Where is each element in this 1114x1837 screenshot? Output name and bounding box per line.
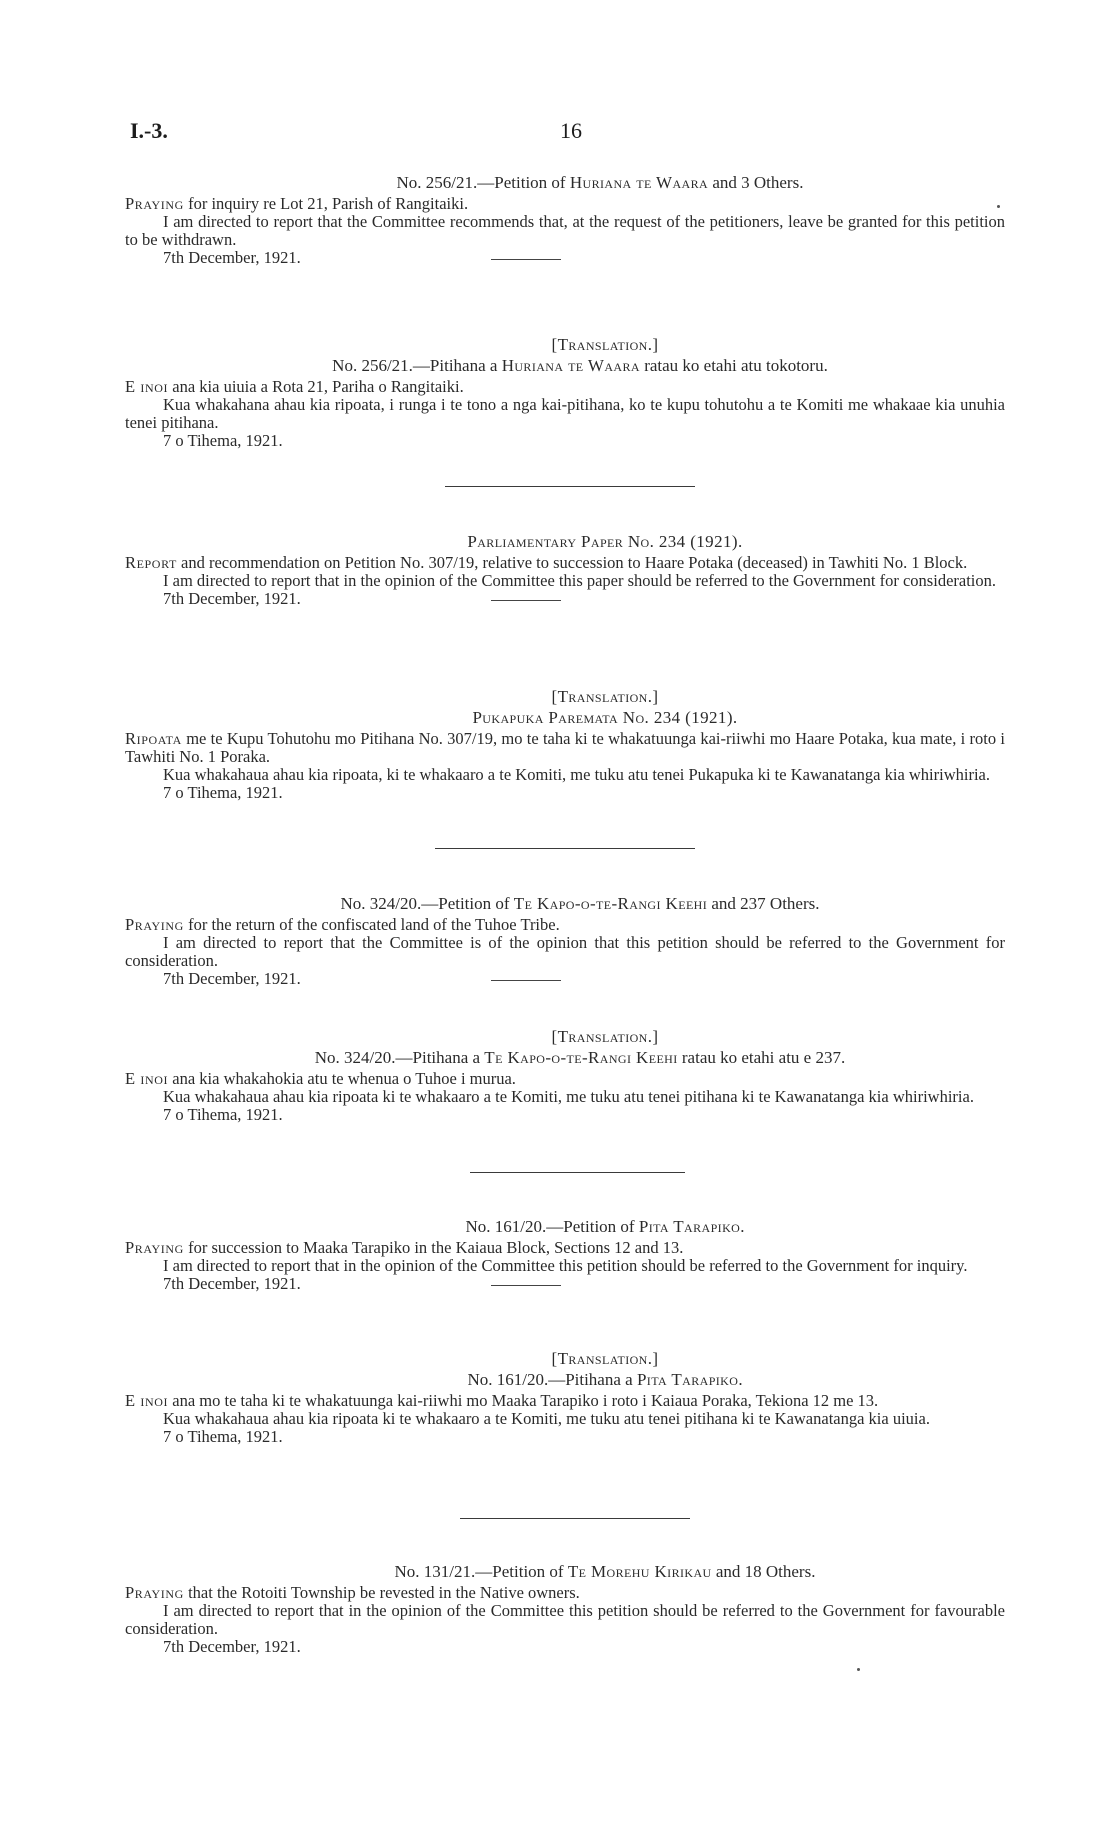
heading-prefix: No. 324/20.—Pitihana a <box>314 1048 485 1067</box>
petition-heading <box>125 357 1005 375</box>
petitioner-name: Te Morehu Kirikau <box>567 1562 712 1581</box>
petition-heading <box>125 1563 1005 1581</box>
prayer-text: ana kia whakahokia atu te whenua o Tuhoe i murua. <box>168 1069 516 1088</box>
label-text: [Translation.] <box>551 335 659 354</box>
page-number: 16 <box>560 118 582 143</box>
section-divider <box>435 848 695 849</box>
prayer-paragraph <box>125 1392 1005 1410</box>
prayer-text: ana mo te taha ki te whakatuunga kai-riiwhi mo Maaka Tarapiko i roto i Kaiaua Poraka, Tekiona 12 me 13. <box>168 1391 879 1410</box>
prayer-text: for succession to Maaka Tarapiko in the Kaiaua Block, Sections 12 and 13. <box>183 1238 684 1257</box>
lead-word: E inoi <box>125 1391 169 1410</box>
report-lead-text: me te Kupu Tohutohu mo Pitihana No. 307/19, mo te taha ki te whakatuunga kai-riiwhi mo Haare Potaka, kua mate, i roto i Tawhiti No. 1 Poraka. <box>125 729 1005 766</box>
petition-heading <box>125 1371 1005 1389</box>
heading-suffix: . <box>740 1217 745 1236</box>
heading-suffix: ratau ko etahi atu tokotoru. <box>639 356 828 375</box>
short-rule <box>491 1285 561 1286</box>
running-header <box>0 118 1114 148</box>
heading-suffix: . <box>738 1370 743 1389</box>
report-paragraph: I am directed to report that in the opinion of the Committee this petition should be referred to the Government for inquiry. <box>163 1256 968 1275</box>
lead-word: Praying <box>125 915 184 934</box>
heading-prefix: No. 161/20.—Petition of <box>465 1217 639 1236</box>
date-text: 7th December, 1921. <box>163 248 301 267</box>
report-paragraph: Kua whakahaua ahau kia ripoata ki te whakaaro a te Komiti, me tuku atu tenei pitihana ki te Kawanatanga kia uiuia. <box>163 1409 930 1428</box>
heading-text: Parliamentary Paper No. 234 (1921). <box>467 532 743 551</box>
date-line <box>125 1275 1005 1293</box>
section-divider <box>470 1172 685 1173</box>
petition-section <box>125 174 1005 267</box>
prayer-paragraph <box>125 1070 1005 1088</box>
section-divider <box>460 1518 690 1519</box>
date-line: 7 o Tihema, 1921. <box>163 1427 283 1446</box>
prayer-paragraph <box>125 378 1005 396</box>
prayer-paragraph <box>125 916 1005 934</box>
report-paragraph: I am directed to report that the Committee recommends that, at the request of the petitioners, leave be granted for this petition to be withdrawn. <box>125 212 1005 249</box>
translation-label <box>125 688 1005 706</box>
short-rule <box>491 259 561 260</box>
petitioner-name: Te Kapo-o-te-Rangi Keehi <box>513 894 708 913</box>
date-line <box>125 590 1005 608</box>
report-paragraph: Kua whakahaua ahau kia ripoata, ki te whakaaro a te Komiti, me tuku atu tenei Pukapuka ki te Kawanatanga kia whiriwhiria. <box>163 765 990 784</box>
report-lead-paragraph <box>125 554 1005 572</box>
translation-label <box>125 1350 1005 1368</box>
date-line <box>125 249 1005 267</box>
prayer-text: ana kia uiuia a Rota 21, Pariha o Rangitaiki. <box>168 377 464 396</box>
paper-heading <box>125 533 1005 551</box>
printer-mark <box>997 205 1000 208</box>
label-text: [Translation.] <box>551 687 659 706</box>
paper-section <box>125 533 1005 608</box>
petition-heading <box>125 1049 1005 1067</box>
label-text: [Translation.] <box>551 1349 659 1368</box>
report-paragraph: I am directed to report that in the opinion of the Committee this paper should be referred to the Government for consideration. <box>163 571 997 590</box>
heading-suffix: ratau ko etahi atu e 237. <box>677 1048 846 1067</box>
petition-heading <box>125 1218 1005 1236</box>
translation-label <box>125 336 1005 354</box>
translation-section <box>125 1350 1005 1446</box>
report-paragraph: I am directed to report that in the opinion of the Committee this petition should be referred to the Government for favourable consideration. <box>125 1601 1005 1638</box>
lead-word: Praying <box>125 194 184 213</box>
date-text: 7th December, 1921. <box>163 969 301 988</box>
short-rule <box>491 600 561 601</box>
document-reference: I.-3. <box>130 118 168 143</box>
petition-section <box>125 1218 1005 1293</box>
prayer-text: that the Rotoiti Township be revested in the Native owners. <box>183 1583 580 1602</box>
date-line: 7 o Tihema, 1921. <box>163 431 283 450</box>
date-line: 7th December, 1921. <box>163 1637 301 1656</box>
report-paragraph: Kua whakahana ahau kia ripoata, i runga i te tono a nga kai-pitihana, ko te kupu tohutohu a te Komiti me whakaae kia unuhia tenei pitihana. <box>125 395 1005 432</box>
translation-section <box>125 1028 1005 1124</box>
report-paragraph: I am directed to report that the Committee is of the opinion that this petition should be referred to the Government for consideration. <box>125 933 1005 970</box>
lead-word: Ripoata <box>125 729 182 748</box>
date-line: 7 o Tihema, 1921. <box>163 1105 283 1124</box>
heading-prefix: No. 131/21.—Petition of <box>394 1562 568 1581</box>
prayer-paragraph <box>125 1239 1005 1257</box>
petitioner-name: Pita Tarapiko <box>638 1217 741 1236</box>
prayer-text: for inquiry re Lot 21, Parish of Rangitaiki. <box>183 194 469 213</box>
prayer-text: for the return of the confiscated land of the Tuhoe Tribe. <box>183 915 560 934</box>
date-text: 7th December, 1921. <box>163 1274 301 1293</box>
heading-suffix: and 3 Others. <box>708 173 804 192</box>
lead-word: Praying <box>125 1238 184 1257</box>
heading-prefix: No. 256/21.—Pitihana a <box>332 356 502 375</box>
report-lead-text: and recommendation on Petition No. 307/19, relative to succession to Haare Potaka (deceased) in Tawhiti No. 1 Block. <box>176 553 968 572</box>
petitioner-name: Pita Tarapiko <box>636 1370 739 1389</box>
heading-prefix: No. 256/21.—Petition of <box>396 173 570 192</box>
petitioner-name: Huriana te Waara <box>501 356 640 375</box>
petition-heading <box>125 174 1005 192</box>
short-rule <box>491 980 561 981</box>
petition-section <box>125 895 1005 988</box>
translation-section <box>125 336 1005 450</box>
paper-heading <box>125 709 1005 727</box>
lead-word: Praying <box>125 1583 184 1602</box>
translation-section <box>125 688 1005 802</box>
prayer-paragraph <box>125 195 1005 213</box>
petition-section <box>125 1563 1005 1656</box>
heading-suffix: and 237 Others. <box>707 894 820 913</box>
heading-prefix: No. 161/20.—Pitihana a <box>467 1370 637 1389</box>
report-lead-paragraph <box>125 730 1005 766</box>
heading-suffix: and 18 Others. <box>711 1562 816 1581</box>
printer-mark <box>857 1668 860 1671</box>
date-text: 7th December, 1921. <box>163 589 301 608</box>
prayer-paragraph <box>125 1584 1005 1602</box>
translation-label <box>125 1028 1005 1046</box>
label-text: [Translation.] <box>551 1027 659 1046</box>
date-line: 7 o Tihema, 1921. <box>163 783 283 802</box>
petition-heading <box>125 895 1005 913</box>
heading-text: Pukapuka Paremata No. 234 (1921). <box>472 708 738 727</box>
petitioner-name: Huriana te Waara <box>569 173 709 192</box>
lead-word: Report <box>125 553 177 572</box>
lead-word: E inoi <box>125 377 169 396</box>
section-divider <box>445 486 695 487</box>
heading-prefix: No. 324/20.—Petition of <box>340 894 514 913</box>
petitioner-name: Te Kapo-o-te-Rangi Keehi <box>484 1048 678 1067</box>
date-line <box>125 970 1005 988</box>
lead-word: E inoi <box>125 1069 169 1088</box>
report-paragraph: Kua whakahaua ahau kia ripoata ki te whakaaro a te Komiti, me tuku atu tenei pitihana ki te Kawanatanga kia whiriwhiria. <box>163 1087 974 1106</box>
